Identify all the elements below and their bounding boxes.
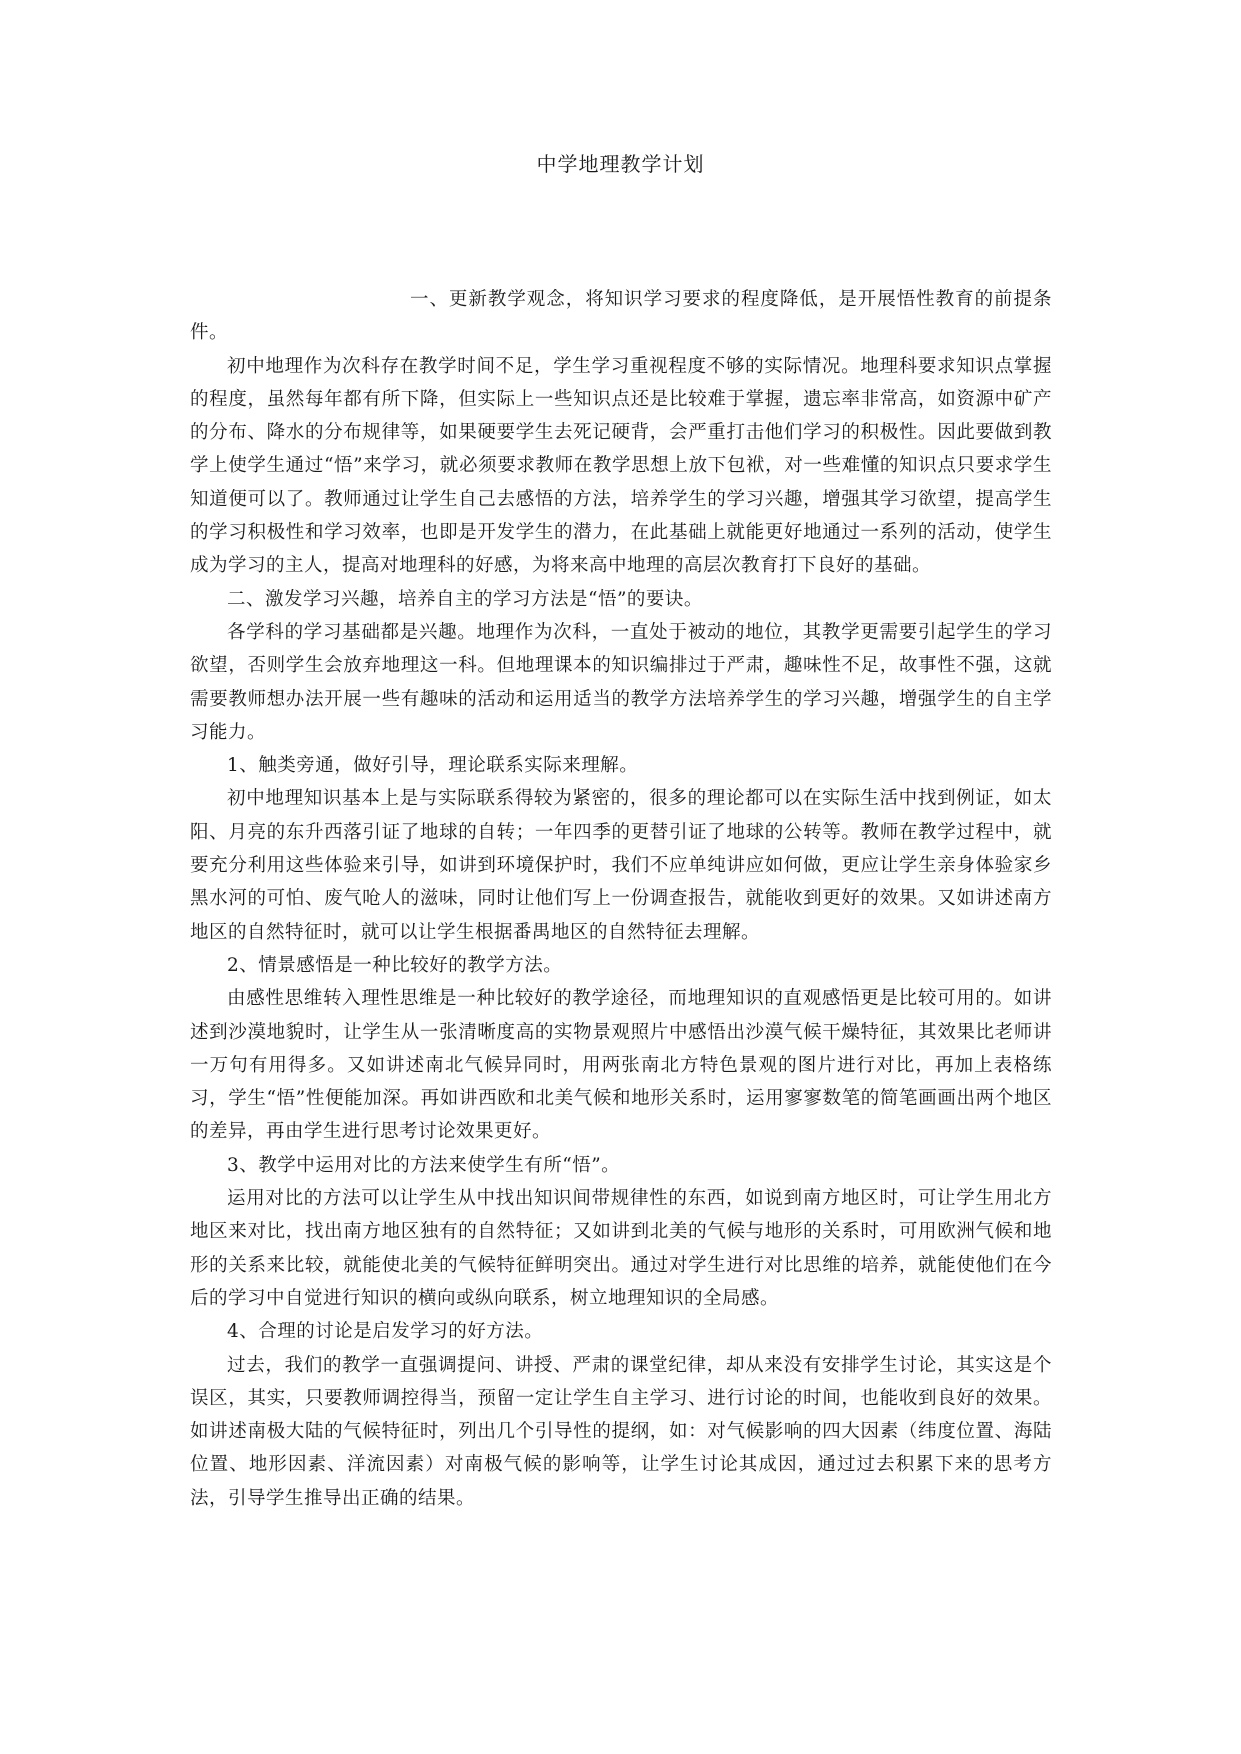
paragraph: 运用对比的方法可以让学生从中找出知识间带规律性的东西，如说到南方地区时，可让学生用北方地区来对比，找出南方地区独有的自然特征；又如讲到北美的气候与地形的关系时，可用欧洲气候和地形的关系来比较，就能使北美的气候特征鲜明突出。通过对学生进行对比思维的培养，就能使他们在今后的学习中自觉进行知识的横向或纵向联系，树立地理知识的全局感。: [190, 1188, 1052, 1309]
subsection-heading-1: 1、触类旁通，做好引导，理论联系实际来理解。: [227, 755, 639, 777]
page-title: 中学地理教学计划: [536, 152, 705, 176]
paragraph: 初中地理作为次科存在教学时间不足，学生学习重视程度不够的实际情况。地理科要求知识点掌握的程度，虽然每年都有所下降，但实际上一些知识点还是比较难于掌握，遗忘率非常高，如资源中矿产的分布、降水的分布规律等，如果硬要学生去死记硬背，会严重打击他们学习的积极性。因此要做到教学上使学生通过“悟”来学习，就必须要求教师在教学思想上放下包袱，对一些难懂的知识点只要求学生知道便可以了。教师通过让学生自己去感悟的方法，培养学生的学习兴趣，增强其学习欲望，提高学生的学习积极性和学习效率，也即是开发学生的潜力，在此基础上就能更好地通过一系列的活动，使学生成为学习的主人，提高对地理科的好感，为将来高中地理的高层次教育打下良好的基础。: [190, 355, 1052, 577]
document-body: [190, 283, 1052, 1515]
section-heading-2: 二、激发学习兴趣，培养自主的学习方法是“悟”的要诀。: [227, 588, 703, 610]
paragraph: 各学科的学习基础都是兴趣。地理作为次科，一直处于被动的地位，其教学更需要引起学生的学习欲望，否则学生会放弃地理这一科。但地理课本的知识编排过于严肃，趣味性不足，故事性不强，这就需要教师想办法开展一些有趣味的活动和运用适当的教学方法培养学生的学习兴趣，增强学生的自主学习能力。: [190, 621, 1052, 743]
paragraph: 由感性思维转入理性思维是一种比较好的教学途径，而地理知识的直观感悟更是比较可用的。如讲述到沙漠地貌时，让学生从一张清晰度高的实物景观照片中感悟出沙漠气候干燥特征，其效果比老师讲一万句有用得多。又如讲述南北气候异同时，用两张南北方特色景观的图片进行对比，再加上表格练习，学生“悟”性便能加深。再如讲西欧和北美气候和地形关系时，运用寥寥数笔的简笔画画出两个地区的差异，再由学生进行思考讨论效果更好。: [190, 988, 1052, 1143]
subsection-heading-4: 4、合理的讨论是启发学习的好方法。: [227, 1321, 544, 1343]
paragraph: 过去，我们的教学一直强调提问、讲授、严肃的课堂纪律，却从来没有安排学生讨论，其实这是个误区，其实，只要教师调控得当，预留一定让学生自主学习、进行讨论的时间，也能收到良好的效果。如讲述南极大陆的气候特征时，列出几个引导性的提纲，如：对气候影响的四大因素（纬度位置、海陆位置、地形因素、洋流因素）对南极气候的影响等，让学生讨论其成因，通过过去积累下来的思考方法，引导学生推导出正确的结果。: [190, 1354, 1052, 1509]
subsection-heading-2: 2、情景感悟是一种比较好的教学方法。: [227, 954, 563, 976]
subsection-heading-3: 3、教学中运用对比的方法来使学生有所“悟”。: [227, 1154, 621, 1176]
paragraph: 初中地理知识基本上是与实际联系得较为紧密的，很多的理论都可以在实际生活中找到例证，如太阳、月亮的东升西落引证了地球的自转；一年四季的更替引证了地球的公转等。教师在教学过程中，就要充分利用这些体验来引导，如讲到环境保护时，我们不应单纯讲应如何做，更应让学生亲身体验家乡黑水河的可怕、废气呛人的滋味，同时让他们写上一份调查报告，就能收到更好的效果。又如讲述南方地区的自然特征时，就可以让学生根据番禺地区的自然特征去理解。: [190, 788, 1052, 943]
section-heading-1: 一、更新教学观念，将知识学习要求的程度降低，是开展悟性教育的前提条件。: [190, 289, 1052, 344]
